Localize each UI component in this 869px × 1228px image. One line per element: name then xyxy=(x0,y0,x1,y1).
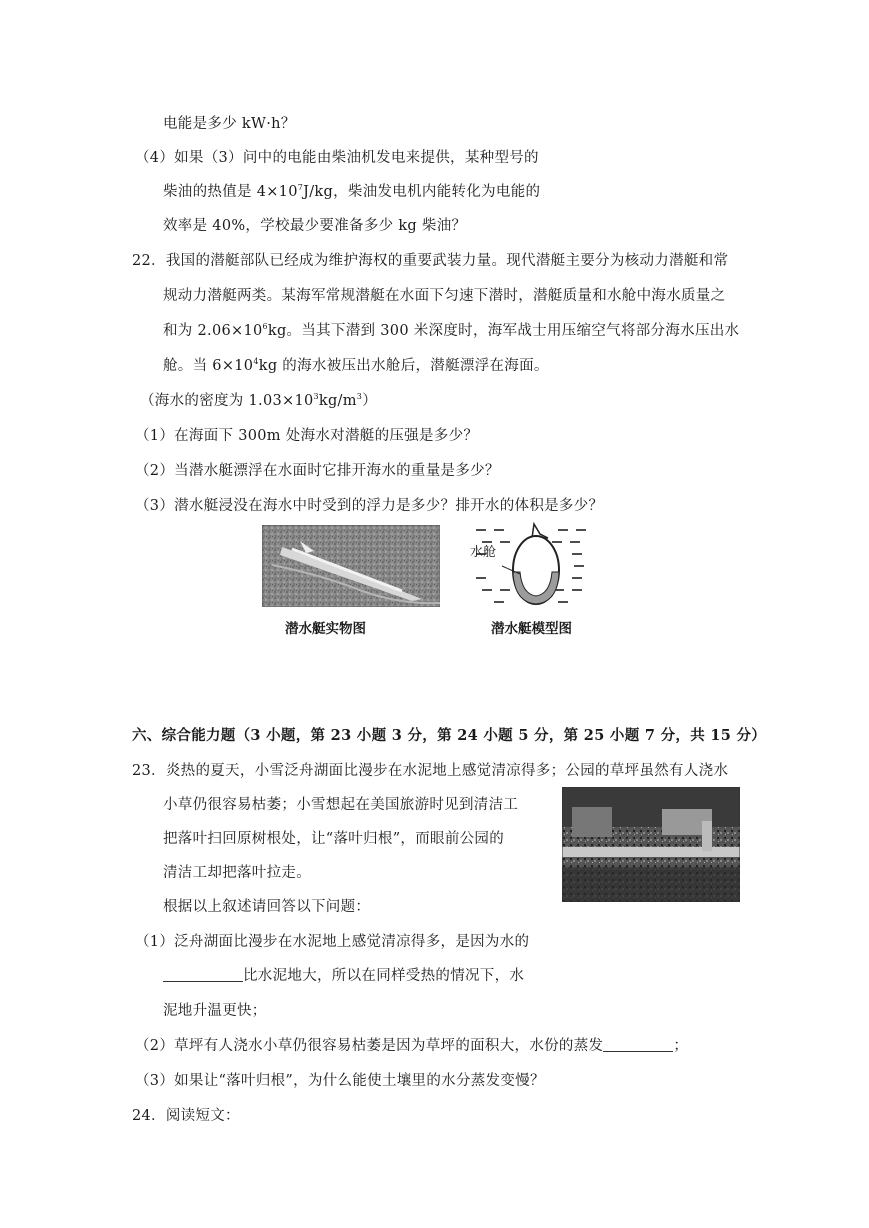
q22-line3: 和为 $2.06\times 10^6kg$。当其下潜到 300 米深度时，海军战士用压缩空气将部分海水压出水 xyxy=(163,322,740,339)
q23-prompt: 根据以上叙述请回答以下问题： xyxy=(163,899,371,915)
water-tank-label: 水舱 xyxy=(470,545,497,560)
q22-question1: （1）在海面下 300m 处海水对潜艇的压强是多少？ xyxy=(135,428,479,444)
q23-question1-line1: （1）泛舟湖面比漫步在水泥地上感觉清凉得多，是因为水的 xyxy=(135,934,530,950)
q22-density-note: （海水的密度为 $1.03\times 10^3kg/m^3$） xyxy=(140,392,377,409)
submarine-model-diagram xyxy=(472,522,590,610)
section6-heading: 六、综合能力题（3 小题，第 23 小题 3 分，第 24 小题 5 分，第 25 小题 7 分，共 15 分） xyxy=(132,727,767,744)
q21-energy-line: 电能是多少 kW·h？ xyxy=(163,116,296,132)
q22-line4: 舱。当 $6\times 10^4kg$ 的海水被压出水舱后，潜艇漂浮在海面。 xyxy=(163,357,549,374)
q22-question2: （2）当潜水艇漂浮在水面时它排开海水的重量是多少？ xyxy=(135,463,500,479)
q21-part4-line1: （4）如果（3）问中的电能由柴油机发电来提供，某种型号的 xyxy=(135,150,539,166)
submarine-model-caption: 潜水艇模型图 xyxy=(491,621,572,637)
q23-question3: （3）如果让“落叶归根”，为什么能使土壤里的水分蒸发变慢？ xyxy=(135,1073,545,1089)
q23-line2: 小草仍很容易枯萎；小雪想起在美国旅游时见到清洁工 xyxy=(163,797,519,813)
q23-line3: 把落叶扫回原树根处，让“落叶归根”，而眼前公园的 xyxy=(163,831,505,847)
q21-part4-line2: 柴油的热值是 $4\times 10^7J/kg$，柴油发电机内能转化为电能的 xyxy=(163,183,541,200)
q23-line4: 清洁工却把落叶拉走。 xyxy=(163,865,311,881)
q23-question1-line2: 比水泥地大，所以在同样受热的情况下，水 xyxy=(163,966,524,986)
q21-part4-line3: 效率是 40%，学校最少要准备多少 kg 柴油？ xyxy=(163,218,467,234)
q23-line1: 23．炎热的夏天，小雪泛舟湖面比漫步在水泥地上感觉清凉得多；公园的草坪虽然有人浇水 xyxy=(132,763,729,779)
park-photo xyxy=(562,787,740,902)
q22-question3: （3）潜水艇浸没在海水中时受到的浮力是多少？排开水的体积是多少？ xyxy=(135,498,604,514)
q23-question2: （2）草坪有人浇水小草仍很容易枯萎是因为草坪的面积大，水份的蒸发 ； xyxy=(135,1038,689,1054)
q24-line1: 24．阅读短文： xyxy=(132,1108,240,1124)
q23-question1-line3: 泥地升温更快； xyxy=(163,1003,267,1019)
answer-blank-2[interactable] xyxy=(603,1037,673,1052)
submarine-photo-caption: 潜水艇实物图 xyxy=(285,621,366,637)
q22-line1: 22．我国的潜艇部队已经成为维护海权的重要武装力量。现代潜艇主要分为核动力潜艇和常 xyxy=(132,253,729,269)
submarine-photo xyxy=(262,525,440,607)
answer-blank-1[interactable] xyxy=(163,967,243,982)
q22-line2: 规动力潜艇两类。某海军常规潜艇在水面下匀速下潜时，潜艇质量和水舱中海水质量之 xyxy=(163,288,726,304)
